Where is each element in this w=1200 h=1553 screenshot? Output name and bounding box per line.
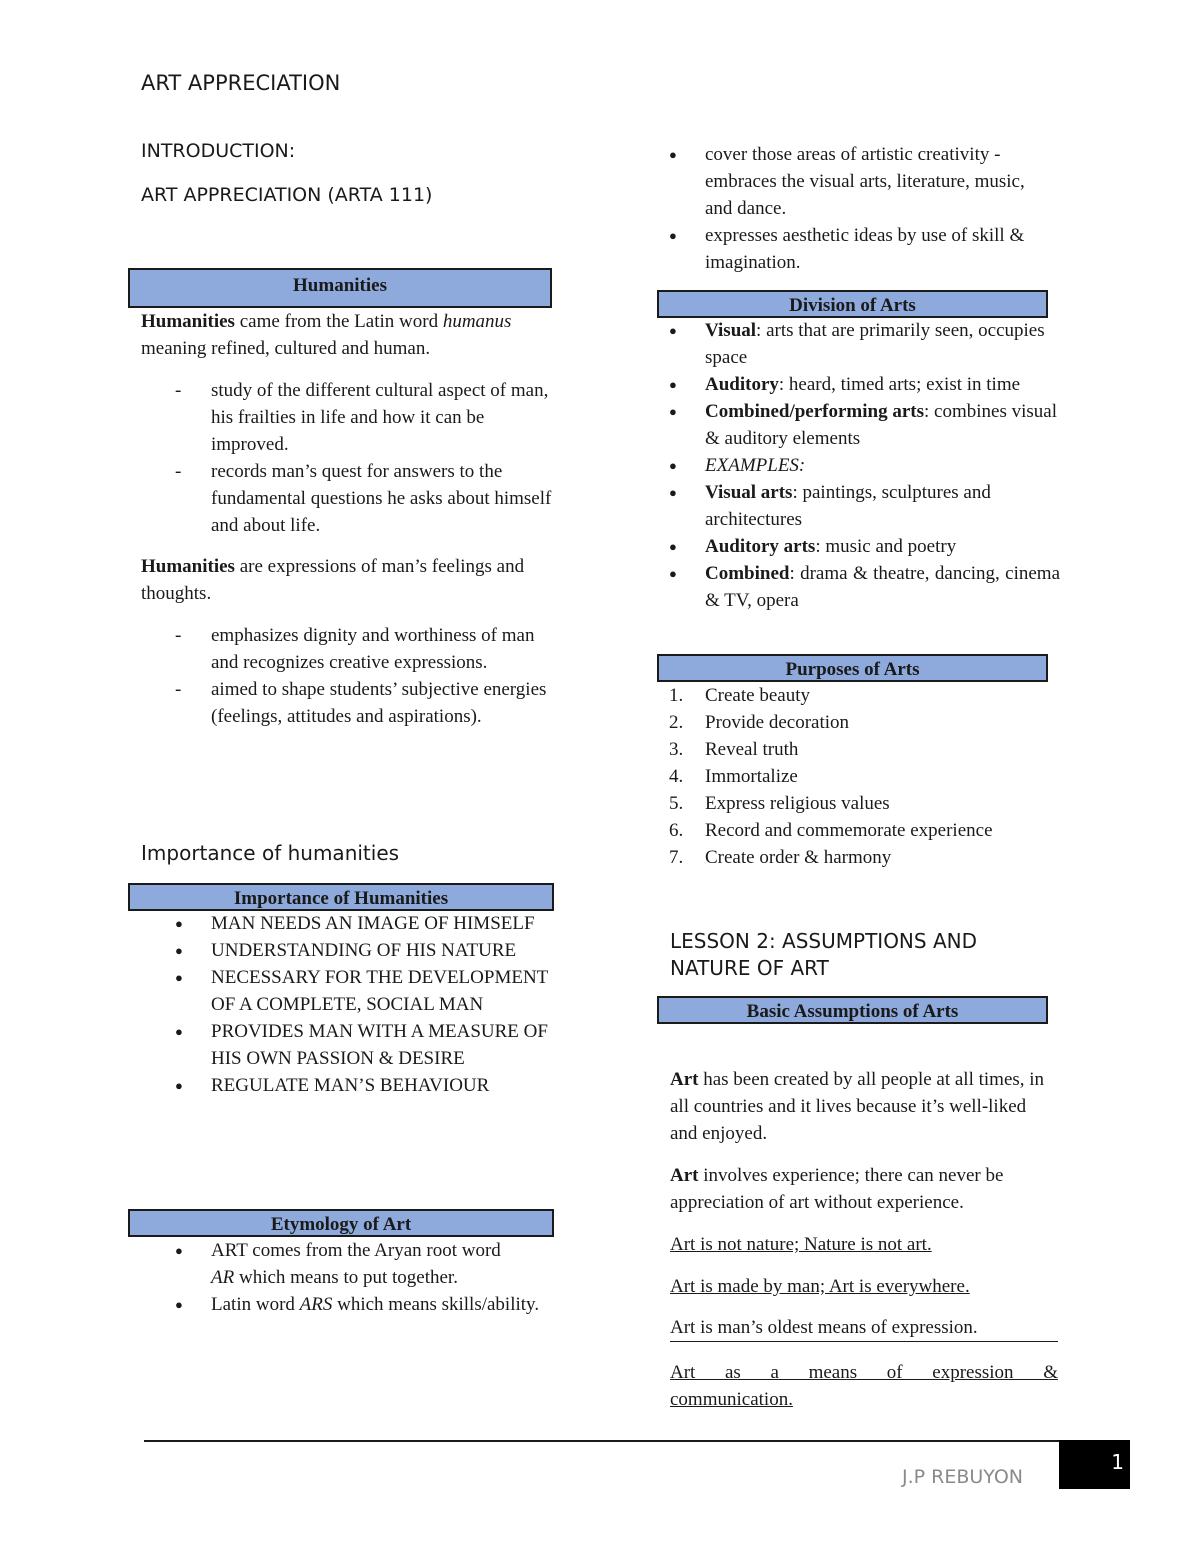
visual-arts-term: Visual arts bbox=[705, 482, 793, 503]
ars-term: ARS bbox=[299, 1294, 333, 1315]
list-item bbox=[669, 682, 1060, 709]
humanities-term: Humanities bbox=[141, 556, 235, 577]
list-item bbox=[211, 1291, 551, 1318]
purpose-text: Create order & harmony bbox=[705, 847, 892, 868]
lesson-2-title: LESSON 2: ASSUMPTIONS AND NATURE OF ART bbox=[670, 929, 977, 980]
arts-intro-list bbox=[705, 141, 1055, 276]
list-item: ● REGULATE MAN’S BEHAVIOUR bbox=[211, 1072, 571, 1099]
art-term: Art bbox=[670, 1165, 699, 1186]
list-item: ● UNDERSTANDING OF HIS NATURE bbox=[211, 937, 571, 964]
list-item bbox=[705, 560, 1060, 614]
purpose-text: Express religious values bbox=[705, 793, 890, 814]
purposes-header: Purposes of Arts bbox=[657, 654, 1048, 682]
humanities-def-end: meaning refined, cultured and human. bbox=[141, 338, 431, 359]
purpose-text: Provide decoration bbox=[705, 712, 850, 733]
etymology-header: Etymology of Art bbox=[128, 1209, 554, 1237]
assumption-underlined-4 bbox=[670, 1359, 1058, 1413]
humanities-definition bbox=[141, 308, 571, 362]
assumption-underlined-2: Art is made by man; Art is everywhere. bbox=[670, 1276, 970, 1297]
list-item: ● expresses aesthetic ideas by use of skill & imagination. bbox=[705, 222, 1055, 276]
auditory-text: : heard, timed arts; exist in time bbox=[778, 374, 1021, 395]
art-term: Art bbox=[670, 1069, 699, 1090]
list-item: ● MAN NEEDS AN IMAGE OF HIMSELF bbox=[211, 910, 571, 937]
document-title: ART APPRECIATION bbox=[141, 71, 341, 95]
footer-divider bbox=[144, 1440, 1059, 1442]
humanities-list-2 bbox=[211, 622, 551, 730]
examples-label: EXAMPLES: bbox=[705, 455, 806, 476]
combined-example-text: : drama & theatre, dancing, cinema & TV, opera bbox=[705, 563, 1060, 611]
list-item: - emphasizes dignity and worthiness of man and recognizes creative expressions. bbox=[211, 622, 551, 676]
list-number: 6. bbox=[669, 820, 684, 841]
visual-text: : arts that are primarily seen, occupies space bbox=[705, 320, 1045, 368]
assumption-paragraph-1 bbox=[670, 1066, 1050, 1147]
list-item bbox=[669, 844, 1060, 871]
list-item bbox=[669, 736, 1060, 763]
list-item bbox=[705, 317, 1060, 371]
etymology-list bbox=[211, 1237, 551, 1318]
list-item bbox=[705, 479, 1060, 533]
humanities-term: Humanities bbox=[141, 311, 235, 332]
ar-term: AR bbox=[211, 1267, 235, 1288]
purposes-list bbox=[669, 682, 1060, 871]
humanities-expression bbox=[141, 553, 551, 607]
list-item bbox=[705, 533, 1060, 560]
humanus-term: humanus bbox=[442, 311, 512, 332]
importance-section-title: Importance of humanities bbox=[141, 841, 400, 865]
list-item bbox=[669, 817, 1060, 844]
purpose-text: Record and commemorate experience bbox=[705, 820, 993, 841]
auditory-arts-term: Auditory arts bbox=[705, 536, 816, 557]
list-number: 1. bbox=[669, 685, 684, 706]
division-header: Division of Arts bbox=[657, 290, 1048, 318]
humanities-header: Humanities bbox=[128, 268, 552, 308]
list-number: 4. bbox=[669, 766, 684, 787]
visual-arts-text: : paintings, sculptures and architectures bbox=[705, 482, 991, 530]
assumption-underlined-3: Art is man’s oldest means of expression. bbox=[670, 1315, 1058, 1342]
assumption-underlined-4-text: Art as a means of expression & communication. bbox=[670, 1362, 1058, 1410]
combined-text: : combines visual & auditory elements bbox=[705, 401, 1057, 449]
list-item bbox=[211, 1237, 551, 1291]
list-item bbox=[669, 709, 1060, 736]
visual-term: Visual bbox=[705, 320, 757, 341]
assumption-text: involves experience; there can never be appreciation of art without experience. bbox=[670, 1165, 1004, 1213]
page-number: 1 bbox=[1059, 1440, 1130, 1489]
importance-header: Importance of Humanities bbox=[128, 883, 554, 911]
intro-heading: INTRODUCTION: bbox=[141, 140, 296, 162]
auditory-term: Auditory bbox=[705, 374, 779, 395]
list-item: - records man’s quest for answers to the fundamental questions he asks about himself and about life. bbox=[211, 458, 561, 539]
purpose-text: Create beauty bbox=[705, 685, 810, 706]
list-item bbox=[669, 763, 1060, 790]
list-item: ● NECESSARY FOR THE DEVELOPMENT OF A COMPLETE, SOCIAL MAN bbox=[211, 964, 571, 1018]
etymology-text: Latin word bbox=[211, 1294, 300, 1315]
list-number: 5. bbox=[669, 793, 684, 814]
division-list bbox=[705, 317, 1060, 614]
purpose-text: Immortalize bbox=[705, 766, 798, 787]
etymology-text: which means skills/ability. bbox=[332, 1294, 540, 1315]
list-item: - study of the different cultural aspect of man, his frailties in life and how it can be improved. bbox=[211, 377, 561, 458]
list-item: - aimed to shape students’ subjective energies (feelings, attitudes and aspirations). bbox=[211, 676, 551, 730]
list-number: 3. bbox=[669, 739, 684, 760]
humanities-list-1 bbox=[211, 377, 561, 539]
humanities-expression-text: are expressions of man’s feelings and thoughts. bbox=[141, 556, 525, 604]
humanities-def-text: came from the Latin word bbox=[234, 311, 443, 332]
etymology-text: ART comes from the Aryan root word bbox=[211, 1240, 501, 1261]
assumption-underlined-1: Art is not nature; Nature is not art. bbox=[670, 1234, 932, 1255]
footer-author: J.P REBUYON bbox=[902, 1466, 1024, 1488]
auditory-arts-text: : music and poetry bbox=[815, 536, 957, 557]
etymology-text: which means to put together. bbox=[234, 1267, 458, 1288]
importance-list bbox=[211, 910, 571, 1099]
list-item bbox=[705, 371, 1060, 398]
list-item bbox=[705, 452, 1060, 479]
combined-term: Combined/performing arts bbox=[705, 401, 925, 422]
list-item: ● cover those areas of artistic creativity -embraces the visual arts, literature, music, and dance. bbox=[705, 141, 1055, 222]
list-number: 7. bbox=[669, 847, 684, 868]
assumption-paragraph-2 bbox=[670, 1162, 1055, 1216]
list-item bbox=[669, 790, 1060, 817]
assumption-text: has been created by all people at all times, in all countries and it lives because it’s well-liked and enjoyed. bbox=[670, 1069, 1045, 1144]
course-title: ART APPRECIATION (ARTA 111) bbox=[141, 184, 433, 206]
purpose-text: Reveal truth bbox=[705, 739, 799, 760]
list-item bbox=[705, 398, 1060, 452]
assumptions-header: Basic Assumptions of Arts bbox=[657, 996, 1048, 1024]
list-number: 2. bbox=[669, 712, 684, 733]
list-item: ● PROVIDES MAN WITH A MEASURE OF HIS OWN PASSION & DESIRE bbox=[211, 1018, 571, 1072]
combined-example-term: Combined bbox=[705, 563, 790, 584]
